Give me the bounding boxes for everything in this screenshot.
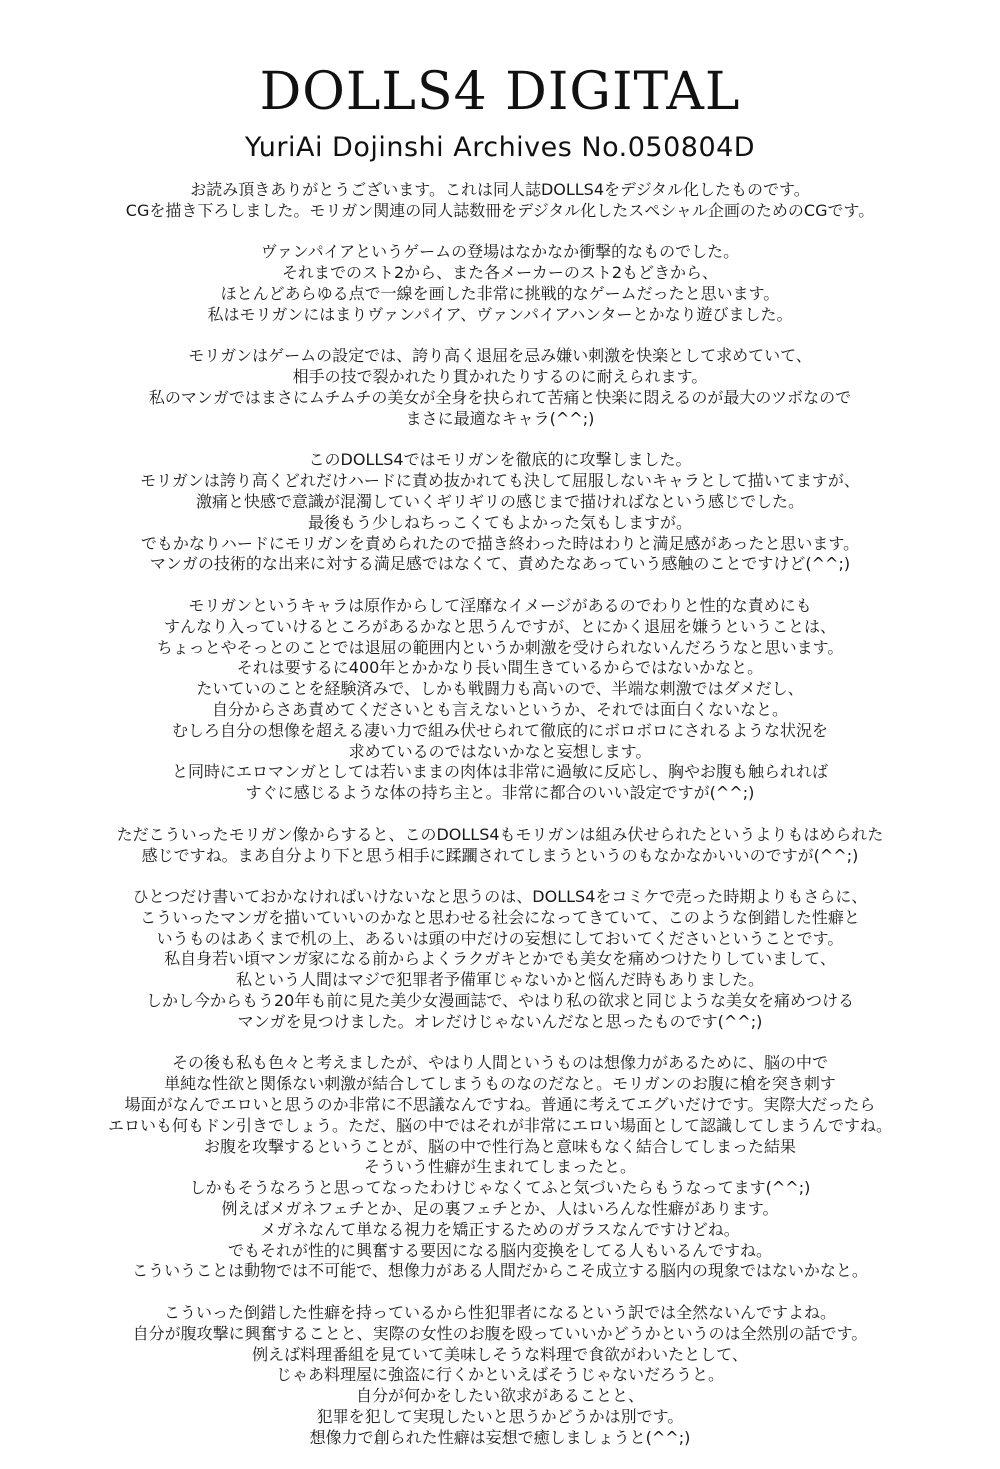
text-line: 自分からさあ責めてくださいとも言えないというか、それでは面白くないなと。 bbox=[211, 699, 788, 719]
text-line: モリガンは誇り高くどれだけハードに責め抜かれても決して屈服しないキャラとして描いてますが、 bbox=[140, 471, 860, 491]
text-line: むしろ自分の想像を超える凄い力で組み伏せられて徹底的にボロボロにされるような状況を bbox=[171, 720, 828, 740]
text-line: 私自身若い頃マンガ家になる前からよくラクガキとかでも美女を痛めつけたりしていまして、 bbox=[164, 949, 836, 969]
paragraph bbox=[40, 596, 960, 804]
text-line: 犯罪を犯して実現したいと思うかどうかは別です。 bbox=[316, 1407, 684, 1427]
text-line: そういう性癖が生まれてしまったと。 bbox=[363, 1157, 636, 1177]
paragraph bbox=[40, 1303, 960, 1449]
text-line: 単純な性欲と関係ない刺激が結合してしまうものなのだなと。モリガンのお腹に槍を突き刺す bbox=[164, 1074, 836, 1094]
text-line: こういうことは動物では不可能で、想像力がある人間だからこそ成立する脳内の現象ではないかなと。 bbox=[132, 1261, 868, 1281]
page-title: DOLLS4 DIGITAL bbox=[259, 62, 741, 122]
text-line: メガネなんて単なる視力を矯正するためのガラスなんですけどね。 bbox=[260, 1219, 740, 1239]
text-line: 相手の技で裂かれたり貫かれたりするのに耐えられます。 bbox=[292, 367, 708, 387]
text-line: エロいも何もドン引きでしょう。ただ、脳の中ではそれが非常にエロい場面として認識してしまうんですね。 bbox=[107, 1115, 892, 1135]
paragraph bbox=[40, 242, 960, 325]
text-line: 例えばメガネフェチとか、足の裏フェチとか、人はいろんな性癖があります。 bbox=[221, 1199, 779, 1219]
text-line: ひとつだけ書いておかなければいけないなと思うのは、DOLLS4をコミケで売った時期よりもさらに、 bbox=[132, 887, 868, 907]
paragraph bbox=[40, 346, 960, 429]
text-line: 場面がなんでエロいと思うのか非常に不思議なんですね。普通に考えてエグいだけです。実際大だったら bbox=[124, 1095, 876, 1115]
text-line: こういった倒錯した性癖を持っているから性犯罪者になるという訳では全然ないんですよね。 bbox=[163, 1303, 836, 1323]
text-line: ヴァンパイアというゲームの登場はなかなか衝撃的なものでした。 bbox=[260, 242, 740, 262]
text-line: 例えば料理番組を見ていて美味しそうな料理で食欲がわいたとして、 bbox=[252, 1344, 748, 1364]
text-line: 想像力で創られた性癖は妄想で癒しましょうと(^^;) bbox=[309, 1427, 691, 1447]
afterword-body bbox=[40, 180, 960, 1469]
text-line: 求めているのではないかなと妄想します。 bbox=[348, 741, 652, 761]
text-line: じゃあ料理屋に強盗に行くかといえばそうじゃないだろうと。 bbox=[275, 1365, 724, 1385]
text-line: ほとんどあらゆる点で一線を画した非常に挑戦的なゲームだったと思います。 bbox=[220, 283, 780, 303]
text-line: 感じですね。まあ自分より下と思う相手に蹂躙されてしまうというのもなかなかいいのですが(^^;) bbox=[141, 845, 859, 865]
text-line: まさに最適なキャラ(^^;) bbox=[405, 408, 595, 428]
text-line: 私のマンガではまさにムチムチの美女が全身を抉られて苦痛と快楽に悶えるのが最大のツボなので bbox=[148, 387, 852, 407]
paragraph bbox=[40, 180, 960, 222]
text-line: お読み頂きありがとうございます。これは同人誌DOLLS4をデジタル化したものです。 bbox=[190, 180, 810, 199]
text-line: モリガンはゲームの設定では、誇り高く退屈を忌み嫌い刺激を快楽として求めていて、 bbox=[188, 346, 812, 366]
text-line: 自分が腹攻撃に興奮することと、実際の女性のお腹を殴っていいかどうかというのは全然別の話です。 bbox=[132, 1323, 868, 1343]
paragraph bbox=[40, 450, 960, 575]
text-line: すぐに感じるような体の持ち主と。非常に都合のいい設定ですが(^^;) bbox=[245, 783, 755, 803]
text-line: 激痛と快感で意識が混濁していくギリギリの感じまで描ければなという感じでした。 bbox=[195, 491, 804, 511]
text-line: 私という人間はマジで犯罪者予備軍じゃないかと悩んだ時もありました。 bbox=[235, 970, 764, 990]
paragraph bbox=[40, 825, 960, 867]
text-line: でもそれが性的に興奮する要因になる脳内変換をしてる人もいるんですね。 bbox=[227, 1240, 772, 1260]
paragraph bbox=[40, 1053, 960, 1282]
text-line: しかもそうなろうと思ってなったわけじゃなくてふと気づいたらもうなってます(^^;) bbox=[189, 1178, 811, 1198]
text-line: 私はモリガンにはまりヴァンパイア、ヴァンパイアハンターとかなり遊びました。 bbox=[207, 304, 793, 324]
text-line: それまでのスト2から、また各メーカーのスト2もどきから、 bbox=[281, 263, 719, 283]
text-line: でもかなりハードにモリガンを責められたので描き終わった時はわりと満足感があったと思います。 bbox=[140, 533, 860, 553]
text-line: こういったマンガを描いていいのかなと思わせる社会になってきていて、このような倒錯した性癖と bbox=[140, 907, 860, 927]
text-line: このDOLLS4ではモリガンを徹底的に攻撃しました。 bbox=[308, 450, 692, 470]
page-subtitle: YuriAi Dojinshi Archives No.050804D bbox=[244, 132, 756, 163]
text-line: 最後もう少しねちっこくてもよかった気もしますが。 bbox=[307, 512, 692, 532]
text-line: マンガの技術的な出来に対する満足感ではなくて、責めたなあっていう感触のことですけど(^^;) bbox=[149, 554, 851, 574]
text-line: 自分が何かをしたい欲求があることと、 bbox=[355, 1386, 644, 1406]
paragraph bbox=[40, 887, 960, 1033]
text-line: その後も私も色々と考えましたが、やはり人間というものは想像力があるために、脳の中で bbox=[171, 1053, 828, 1073]
text-line: いうものはあくまで机の上、あるいは頭の中だけの妄想にしておいてくださいということです。 bbox=[156, 928, 844, 948]
text-line: お腹を攻撃するということが、脳の中で性行為と意味もなく結合してしまった結果 bbox=[203, 1136, 796, 1156]
text-line: それは要するに400年とかかなり長い間生きているからではないかなと。 bbox=[236, 658, 764, 678]
text-line: と同時にエロマンガとしては若いままの肉体は非常に過敏に反応し、胸やお腹も触られれば bbox=[171, 762, 828, 782]
text-line: しかし今からもう20年も前に見た美少女漫画誌で、やはり私の欲求と同じような美女を痛めつける bbox=[145, 991, 855, 1011]
text-line: マンガを見つけました。オレだけじゃないんだなと思ったものです(^^;) bbox=[237, 1011, 763, 1031]
text-line: ちょっとやそっとのことでは退屈の範囲内というか刺激を受けられないんだろうなと思います。 bbox=[156, 637, 844, 657]
text-line: モリガンというキャラは原作からして淫靡なイメージがあるのでわりと性的な責めにも bbox=[188, 595, 812, 615]
text-line: すんなり入っていけるところがあるかなと思うんですが、とにかく退屈を嫌うということは、 bbox=[163, 616, 836, 636]
text-line: CGを描き下ろしました。モリガン関連の同人誌数冊をデジタル化したスペシャル企画のためのCGです。 bbox=[125, 200, 875, 220]
text-line: ただこういったモリガン像からすると、このDOLLS4もモリガンは組み伏せられたというよりもはめられた bbox=[116, 824, 884, 844]
text-line: たいていのことを経験済みで、しかも戦闘力も高いので、半端な刺激ではダメだし、 bbox=[196, 679, 804, 699]
